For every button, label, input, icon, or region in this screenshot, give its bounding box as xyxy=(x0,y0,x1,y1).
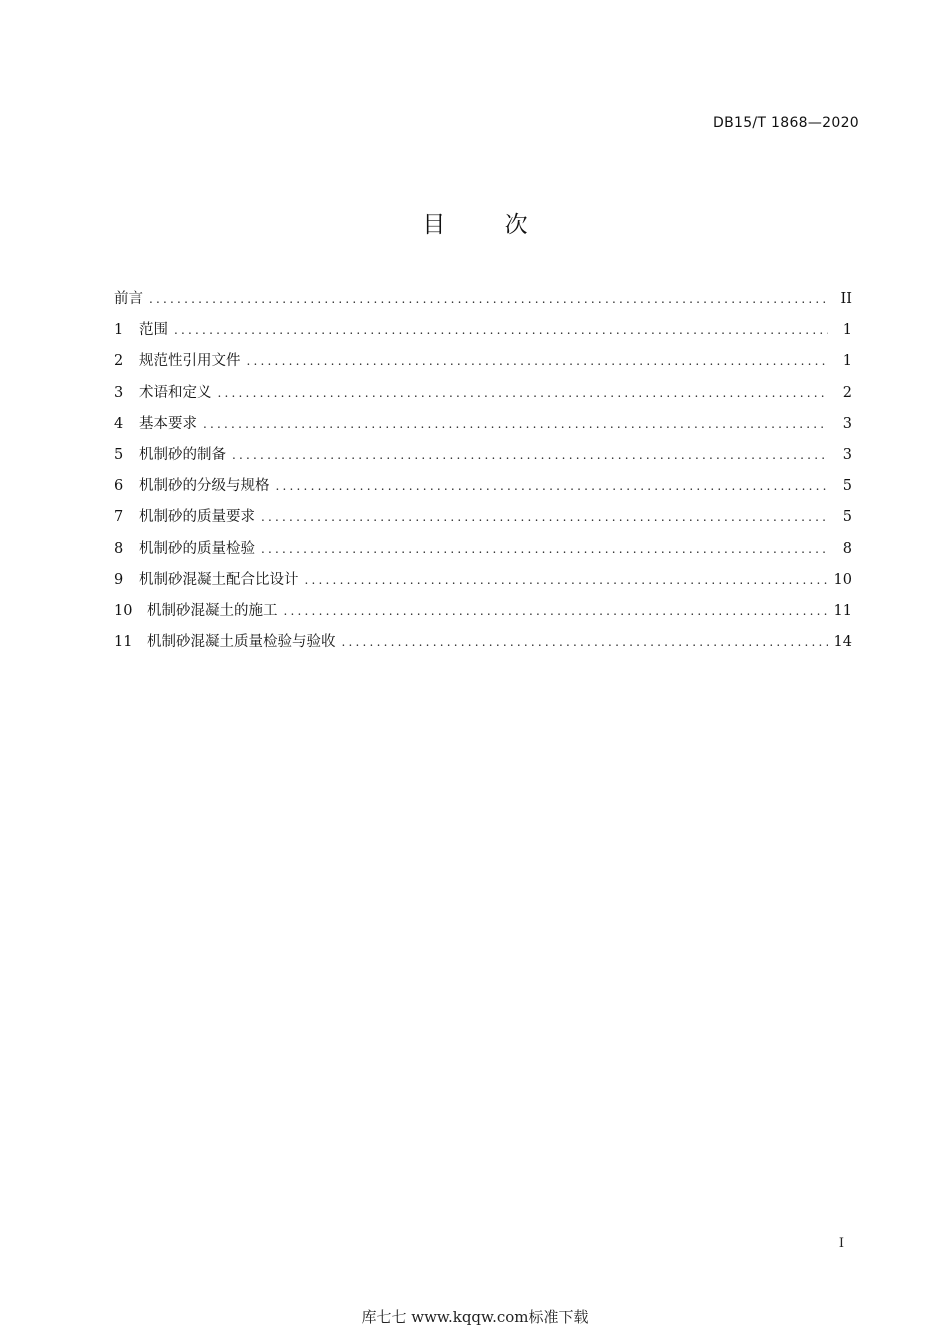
toc-entry-page: 11 xyxy=(833,602,852,619)
toc-entry-number: 8 xyxy=(114,540,124,557)
toc-entry-2[interactable] xyxy=(114,349,852,380)
toc-entry-label: 机制砂的制备 xyxy=(139,446,226,463)
toc-entry-label: 基本要求 xyxy=(139,415,197,432)
toc-leader-dots xyxy=(342,630,828,654)
toc-entry-label: 机制砂混凝土配合比设计 xyxy=(139,571,299,588)
toc-entry-6[interactable] xyxy=(114,474,852,505)
toc-entry-9[interactable] xyxy=(114,568,852,599)
toc-entry-11[interactable] xyxy=(114,630,852,661)
toc-leader-dots xyxy=(174,318,828,342)
toc-entry-label: 机制砂的质量检验 xyxy=(139,540,255,557)
toc-entry-number: 10 xyxy=(114,602,133,619)
toc-entry-page: 3 xyxy=(842,415,852,432)
toc-entry-label: 机制砂的质量要求 xyxy=(139,509,255,526)
toc-entry-page: 5 xyxy=(842,509,852,526)
toc-entry-number: 4 xyxy=(114,415,124,432)
toc-leader-dots xyxy=(276,474,829,498)
toc-entry-page: 1 xyxy=(842,322,852,339)
toc-entry-number: 9 xyxy=(114,571,124,588)
toc-leader-dots xyxy=(232,443,828,467)
toc-leader-dots xyxy=(218,381,829,405)
toc-entry-4[interactable] xyxy=(114,412,852,443)
document-code: DB15/T 1868—2020 xyxy=(713,115,859,131)
toc-entry-foreword[interactable] xyxy=(114,287,852,318)
toc-leader-dots xyxy=(284,599,828,623)
toc-title xyxy=(0,206,950,239)
toc-leader-dots xyxy=(305,568,828,592)
toc-entry-8[interactable] xyxy=(114,537,852,568)
toc-entry-number: 7 xyxy=(114,509,124,526)
toc-entry-7[interactable] xyxy=(114,505,852,536)
toc-entry-page: 2 xyxy=(842,384,852,401)
toc-entry-number: 11 xyxy=(114,634,133,651)
toc-entry-number: 1 xyxy=(114,322,124,339)
toc-entry-label: 术语和定义 xyxy=(139,384,212,401)
toc-entry-1[interactable] xyxy=(114,318,852,349)
toc-entry-page: 10 xyxy=(833,571,852,588)
toc-title-char-2: 次 xyxy=(504,212,528,238)
toc-entry-3[interactable] xyxy=(114,381,852,412)
toc-entry-page: 3 xyxy=(842,446,852,463)
toc-entry-label: 机制砂混凝土的施工 xyxy=(147,602,278,619)
toc-entry-page: 14 xyxy=(833,634,852,651)
toc-leader-dots xyxy=(149,287,828,311)
toc-entry-page: II xyxy=(840,291,852,307)
toc-entry-label: 机制砂的分级与规格 xyxy=(139,478,270,495)
toc-entry-10[interactable] xyxy=(114,599,852,630)
toc-entry-page: 8 xyxy=(842,540,852,557)
toc-leader-dots xyxy=(247,349,829,373)
toc-entry-number: 5 xyxy=(114,446,124,463)
footer-watermark: 库七七 www.kqqw.com标准下载 xyxy=(361,1308,589,1326)
toc-leader-dots xyxy=(203,412,828,436)
toc-entry-5[interactable] xyxy=(114,443,852,474)
toc-entry-number: 2 xyxy=(114,353,124,370)
toc-entry-label: 前言 xyxy=(114,291,143,307)
toc-entry-number: 6 xyxy=(114,478,124,495)
page-number: I xyxy=(838,1236,844,1251)
toc-entry-label: 机制砂混凝土质量检验与验收 xyxy=(147,634,336,651)
toc-list xyxy=(114,287,852,661)
toc-entry-label: 范围 xyxy=(139,322,168,339)
toc-leader-dots xyxy=(261,505,828,529)
toc-entry-label: 规范性引用文件 xyxy=(139,353,241,370)
toc-leader-dots xyxy=(261,537,828,561)
toc-title-char-1: 目 xyxy=(422,212,446,238)
toc-entry-page: 5 xyxy=(842,478,852,495)
toc-entry-number: 3 xyxy=(114,384,124,401)
toc-entry-page: 1 xyxy=(842,353,852,370)
